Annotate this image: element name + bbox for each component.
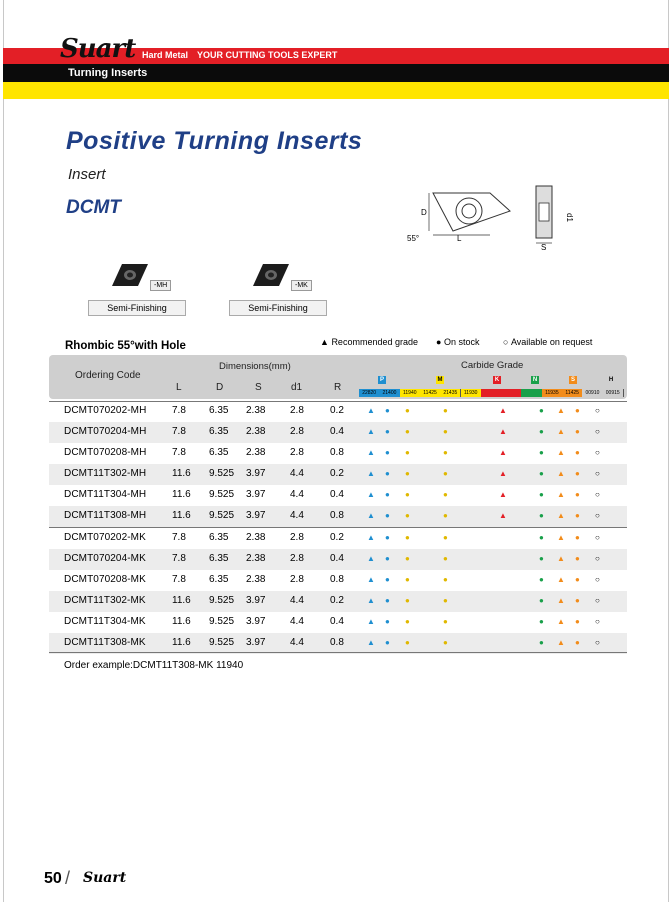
request-icon: ○ — [595, 596, 600, 605]
stock-icon: ● — [385, 427, 390, 436]
circle-icon: ○ — [503, 337, 509, 347]
cell-d1: 2.8 — [290, 447, 304, 458]
grade-group-m: M — [437, 377, 443, 383]
recommended-icon: ▲ — [499, 490, 507, 499]
recommended-icon: ▲ — [557, 490, 565, 499]
insert-mk-image — [251, 262, 291, 288]
label-L: L — [457, 234, 462, 243]
cell-L: 7.8 — [172, 553, 186, 564]
dot-icon: ● — [436, 337, 442, 347]
recommended-icon: ▲ — [367, 554, 375, 563]
cell-D: 9.525 — [209, 510, 235, 521]
recommended-icon: ▲ — [367, 638, 375, 647]
table-row — [49, 570, 627, 591]
cell-S: 2.38 — [246, 405, 266, 416]
footer-slash: / — [65, 868, 71, 888]
stock-icon: ● — [443, 469, 448, 478]
stock-icon: ● — [575, 638, 580, 647]
recommended-icon: ▲ — [499, 427, 507, 436]
stock-icon: ● — [405, 533, 410, 542]
stock-icon: ● — [539, 554, 544, 563]
cell-R: 0.4 — [330, 616, 344, 627]
legend-recommended-label: Recommended grade — [331, 337, 418, 347]
insert-code-mh: -MH — [150, 280, 171, 291]
row-separator — [49, 401, 627, 402]
recommended-icon: ▲ — [367, 448, 375, 457]
cell-d1: 4.4 — [290, 468, 304, 479]
grade-code: 00910 — [582, 389, 603, 397]
recommended-icon: ▲ — [557, 638, 565, 647]
table-row — [49, 485, 627, 506]
stock-icon: ● — [443, 511, 448, 520]
stock-icon: ● — [575, 448, 580, 457]
cell-R: 0.2 — [330, 532, 344, 543]
grade-code: 11425 — [562, 389, 583, 397]
stock-icon: ● — [575, 406, 580, 415]
label-D: D — [421, 208, 427, 217]
table-row — [49, 549, 627, 570]
stock-icon: ● — [405, 554, 410, 563]
stock-icon: ● — [385, 448, 390, 457]
stock-icon: ● — [385, 638, 390, 647]
grade-group-k: K — [494, 377, 500, 383]
stock-icon: ● — [385, 554, 390, 563]
stock-icon: ● — [575, 575, 580, 584]
ordering-code: DCMT070208-MH — [64, 447, 147, 458]
stock-icon: ● — [539, 511, 544, 520]
page-subtitle: Insert — [68, 166, 106, 183]
recommended-icon: ▲ — [499, 448, 507, 457]
stock-icon: ● — [443, 575, 448, 584]
stock-icon: ● — [575, 533, 580, 542]
model-name: DCMT — [66, 197, 121, 218]
stock-icon: ● — [539, 427, 544, 436]
ordering-code: DCMT11T304-MH — [64, 489, 147, 500]
cell-D: 9.525 — [209, 489, 235, 500]
label-angle: 55° — [407, 234, 420, 243]
stock-icon: ● — [575, 490, 580, 499]
cell-D: 6.35 — [209, 574, 229, 585]
stock-icon: ● — [575, 511, 580, 520]
insert-drawing — [405, 183, 585, 253]
recommended-icon: ▲ — [557, 554, 565, 563]
insert-mh-image — [110, 262, 150, 288]
stock-icon: ● — [443, 533, 448, 542]
stock-icon: ● — [385, 575, 390, 584]
cell-R: 0.8 — [330, 574, 344, 585]
insert-code-mk: -MK — [291, 280, 312, 291]
stock-icon: ● — [405, 596, 410, 605]
recommended-icon: ▲ — [557, 533, 565, 542]
ordering-code: DCMT070202-MH — [64, 405, 147, 416]
request-icon: ○ — [595, 490, 600, 499]
recommended-icon: ▲ — [367, 406, 375, 415]
legend-on-request — [503, 337, 592, 347]
cell-S: 3.97 — [246, 637, 266, 648]
ordering-code: DCMT11T302-MH — [64, 468, 147, 479]
insert-label-mk: Semi-Finishing — [229, 300, 327, 316]
grade-code: 00915 — [603, 389, 624, 397]
recommended-icon: ▲ — [499, 469, 507, 478]
table-row — [49, 401, 627, 422]
stock-icon: ● — [405, 575, 410, 584]
cell-L: 11.6 — [172, 468, 191, 479]
stock-icon: ● — [539, 469, 544, 478]
tagline-hard-metal: Hard Metal — [142, 50, 189, 60]
recommended-icon: ▲ — [499, 511, 507, 520]
cell-S: 2.38 — [246, 447, 266, 458]
col-R: R — [334, 382, 342, 393]
grade-group-n: N — [532, 377, 538, 383]
cell-L: 11.6 — [172, 616, 191, 627]
request-icon: ○ — [595, 469, 600, 478]
request-icon: ○ — [595, 511, 600, 520]
stock-icon: ● — [575, 554, 580, 563]
cell-d1: 4.4 — [290, 616, 304, 627]
cell-R: 0.2 — [330, 405, 344, 416]
table-caption: Rhombic 55°with Hole — [65, 340, 186, 352]
grade-code: 22820 — [359, 389, 380, 397]
stock-icon: ● — [539, 596, 544, 605]
legend-on-stock — [436, 337, 479, 347]
cell-R: 0.2 — [330, 595, 344, 606]
stock-icon: ● — [443, 554, 448, 563]
stock-icon: ● — [405, 490, 410, 499]
stock-icon: ● — [575, 596, 580, 605]
stock-icon: ● — [539, 448, 544, 457]
stock-icon: ● — [385, 469, 390, 478]
ordering-code: DCMT070202-MK — [64, 532, 146, 543]
table-row — [49, 443, 627, 464]
stock-icon: ● — [539, 533, 544, 542]
cell-d1: 4.4 — [290, 637, 304, 648]
cell-d1: 2.8 — [290, 532, 304, 543]
recommended-icon: ▲ — [367, 575, 375, 584]
stock-icon: ● — [443, 596, 448, 605]
cell-S: 2.38 — [246, 553, 266, 564]
cell-R: 0.8 — [330, 447, 344, 458]
grade-code: 11940 — [400, 389, 421, 397]
stock-icon: ● — [385, 490, 390, 499]
cell-D: 6.35 — [209, 532, 229, 543]
cell-R: 0.2 — [330, 468, 344, 479]
insert-label-mh: Semi-Finishing — [88, 300, 186, 316]
stock-icon: ● — [443, 638, 448, 647]
cell-S: 2.38 — [246, 532, 266, 543]
col-ordering-code: Ordering Code — [75, 370, 141, 381]
cell-L: 7.8 — [172, 532, 186, 543]
cell-L: 7.8 — [172, 447, 186, 458]
request-icon: ○ — [595, 638, 600, 647]
cell-S: 3.97 — [246, 510, 266, 521]
grade-code — [521, 389, 542, 397]
request-icon: ○ — [595, 575, 600, 584]
stock-icon: ● — [385, 617, 390, 626]
cell-D: 6.35 — [209, 553, 229, 564]
recommended-icon: ▲ — [557, 596, 565, 605]
stock-icon: ● — [575, 469, 580, 478]
grade-code: 21435 — [440, 389, 461, 397]
cell-S: 3.97 — [246, 616, 266, 627]
recommended-icon: ▲ — [367, 469, 375, 478]
request-icon: ○ — [595, 617, 600, 626]
stock-icon: ● — [443, 448, 448, 457]
recommended-icon: ▲ — [367, 596, 375, 605]
recommended-icon: ▲ — [557, 469, 565, 478]
ordering-code: DCMT070208-MK — [64, 574, 146, 585]
table-row — [49, 422, 627, 443]
ordering-code: DCMT11T308-MH — [64, 510, 147, 521]
cell-L: 11.6 — [172, 637, 191, 648]
request-icon: ○ — [595, 533, 600, 542]
grade-group-h: H — [608, 377, 614, 383]
recommended-icon: ▲ — [367, 427, 375, 436]
recommended-icon: ▲ — [557, 427, 565, 436]
stock-icon: ● — [539, 638, 544, 647]
ordering-code: DCMT11T302-MK — [64, 595, 146, 606]
grade-code: 11935 — [542, 389, 563, 397]
col-d1: d1 — [291, 382, 303, 393]
ordering-code: DCMT070204-MK — [64, 553, 146, 564]
grade-code — [481, 389, 502, 397]
stock-icon: ● — [443, 617, 448, 626]
cell-d1: 4.4 — [290, 595, 304, 606]
cell-d1: 2.8 — [290, 574, 304, 585]
stock-icon: ● — [539, 490, 544, 499]
legend-on-request-label: Available on request — [510, 337, 593, 347]
legend-on-stock-label: On stock — [443, 337, 480, 347]
grade-group-s: S — [570, 377, 575, 383]
recommended-icon: ▲ — [557, 617, 565, 626]
table-row — [49, 633, 627, 654]
col-S: S — [255, 382, 262, 393]
recommended-icon: ▲ — [367, 617, 375, 626]
ordering-code: DCMT11T304-MK — [64, 616, 146, 627]
cell-R: 0.4 — [330, 553, 344, 564]
cell-S: 2.38 — [246, 574, 266, 585]
cell-d1: 2.8 — [290, 426, 304, 437]
page-title: Positive Turning Inserts — [66, 127, 363, 155]
grade-group-p: P — [379, 377, 384, 383]
label-d1: d1 — [565, 213, 574, 222]
stock-icon: ● — [539, 406, 544, 415]
cell-R: 0.4 — [330, 489, 344, 500]
grade-code: 21400 — [379, 389, 400, 397]
row-separator — [49, 652, 627, 653]
ordering-code: DCMT070204-MH — [64, 426, 147, 437]
recommended-icon: ▲ — [367, 511, 375, 520]
order-example: Order example:DCMT11T308-MK 11940 — [64, 660, 244, 671]
tagline-expert: YOUR CUTTING TOOLS EXPERT — [197, 50, 338, 60]
grade-code: 11930 — [461, 389, 482, 397]
header-yellow-band — [3, 82, 669, 99]
table-row — [49, 464, 627, 485]
ordering-code: DCMT11T308-MK — [64, 637, 146, 648]
section-title: Turning Inserts — [68, 67, 148, 79]
stock-icon: ● — [443, 406, 448, 415]
stock-icon: ● — [443, 427, 448, 436]
cell-L: 11.6 — [172, 595, 191, 606]
recommended-icon: ▲ — [557, 575, 565, 584]
cell-D: 9.525 — [209, 637, 235, 648]
recommended-icon: ▲ — [557, 448, 565, 457]
insert-hole-inner — [462, 204, 476, 218]
cell-D: 9.525 — [209, 468, 235, 479]
cell-R: 0.8 — [330, 637, 344, 648]
stock-icon: ● — [385, 511, 390, 520]
stock-icon: ● — [385, 596, 390, 605]
stock-icon: ● — [405, 448, 410, 457]
triangle-icon: ▲ — [320, 337, 329, 347]
recommended-icon: ▲ — [499, 406, 507, 415]
stock-icon: ● — [385, 406, 390, 415]
request-icon: ○ — [595, 427, 600, 436]
cell-D: 6.35 — [209, 405, 229, 416]
cell-S: 3.97 — [246, 468, 266, 479]
recommended-icon: ▲ — [367, 533, 375, 542]
page-number: 50 — [44, 870, 62, 887]
stock-icon: ● — [405, 638, 410, 647]
stock-icon: ● — [405, 511, 410, 520]
cell-S: 3.97 — [246, 489, 266, 500]
recommended-icon: ▲ — [557, 511, 565, 520]
cell-D: 9.525 — [209, 616, 235, 627]
request-icon: ○ — [595, 448, 600, 457]
stock-icon: ● — [575, 617, 580, 626]
cell-L: 11.6 — [172, 489, 191, 500]
request-icon: ○ — [595, 406, 600, 415]
request-icon: ○ — [595, 554, 600, 563]
stock-icon: ● — [575, 427, 580, 436]
stock-icon: ● — [443, 490, 448, 499]
col-L: L — [176, 382, 182, 393]
cell-S: 2.38 — [246, 426, 266, 437]
table-row — [49, 506, 627, 527]
col-D: D — [216, 382, 224, 393]
grade-code: 11425 — [420, 389, 441, 397]
stock-icon: ● — [385, 533, 390, 542]
stock-icon: ● — [405, 469, 410, 478]
stock-icon: ● — [539, 575, 544, 584]
label-S: S — [541, 243, 547, 252]
cell-S: 3.97 — [246, 595, 266, 606]
recommended-icon: ▲ — [557, 406, 565, 415]
cell-d1: 2.8 — [290, 405, 304, 416]
stock-icon: ● — [405, 617, 410, 626]
table-row — [49, 591, 627, 612]
legend-recommended — [320, 337, 418, 347]
recommended-icon: ▲ — [367, 490, 375, 499]
stock-icon: ● — [539, 617, 544, 626]
cell-L: 7.8 — [172, 405, 186, 416]
cell-L: 11.6 — [172, 510, 191, 521]
brand-logo: Suart — [60, 34, 136, 64]
cell-D: 6.35 — [209, 426, 229, 437]
insert-hole-outer — [456, 198, 482, 224]
footer-brand: Suart — [83, 870, 127, 886]
cell-L: 7.8 — [172, 426, 186, 437]
cell-D: 9.525 — [209, 595, 235, 606]
cell-L: 7.8 — [172, 574, 186, 585]
cell-R: 0.8 — [330, 510, 344, 521]
stock-icon: ● — [405, 427, 410, 436]
row-separator — [49, 527, 627, 528]
table-row — [49, 612, 627, 633]
table-row — [49, 528, 627, 549]
col-dimensions: Dimensions(mm) — [219, 361, 291, 372]
cell-d1: 2.8 — [290, 553, 304, 564]
cell-R: 0.4 — [330, 426, 344, 437]
col-carbide-grade: Carbide Grade — [461, 360, 524, 371]
cell-d1: 4.4 — [290, 489, 304, 500]
stock-icon: ● — [405, 406, 410, 415]
cell-d1: 4.4 — [290, 510, 304, 521]
cell-D: 6.35 — [209, 447, 229, 458]
grade-code — [501, 389, 522, 397]
